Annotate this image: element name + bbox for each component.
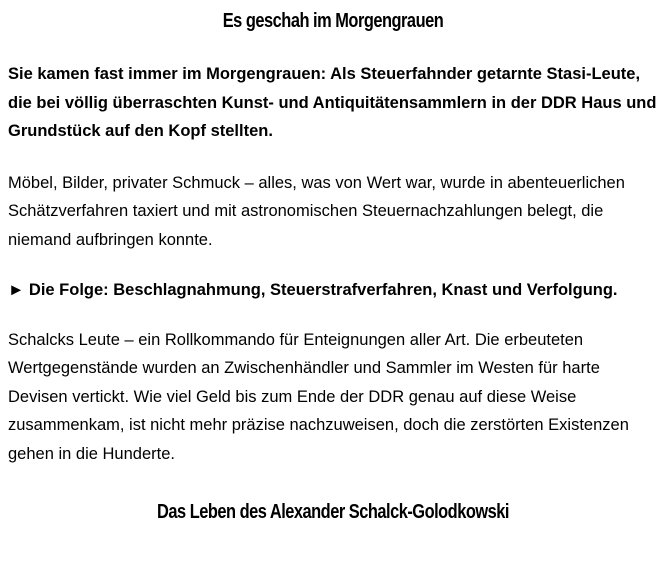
headline: Es geschah im Morgengrauen [222, 10, 444, 32]
article [8, 0, 658, 524]
subheadline: Das Leben des Alexander Schalck-Golodkowski [157, 501, 509, 523]
highlight-paragraph: ► Die Folge: Beschlagnahmung, Steuerstrafverfahren, Knast und Verfolgung. [8, 281, 618, 299]
body-paragraph-1: Möbel, Bilder, privater Schmuck – alles, was von Wert war, wurde in abenteuerlichen Schätzverfahren taxiert und mit astronomischen Steuernachzahlungen belegt, die niemand aufbringen konnte. [8, 173, 625, 249]
body-paragraph-2: Schalcks Leute – ein Rollkommando für Enteignungen aller Art. Die erbeuteten Wertgegenstände wurden an Zwischenhändler und Sammler im Westen für harte Devisen vertickt. Wie viel Geld bis zum Ende der DDR genau auf diese Weise zusammenkam, ist nicht mehr präzise nachzuweisen, doch die zerstörten Existenzen gehen in die Hunderte. [8, 330, 629, 463]
lead-paragraph: Sie kamen fast immer im Morgengrauen: Als Steuerfahnder getarnte Stasi-Leute, die bei völlig überraschten Kunst- und Antiquitätensammlern in der DDR Haus und Grundstück auf den Kopf stellten. [8, 65, 657, 140]
